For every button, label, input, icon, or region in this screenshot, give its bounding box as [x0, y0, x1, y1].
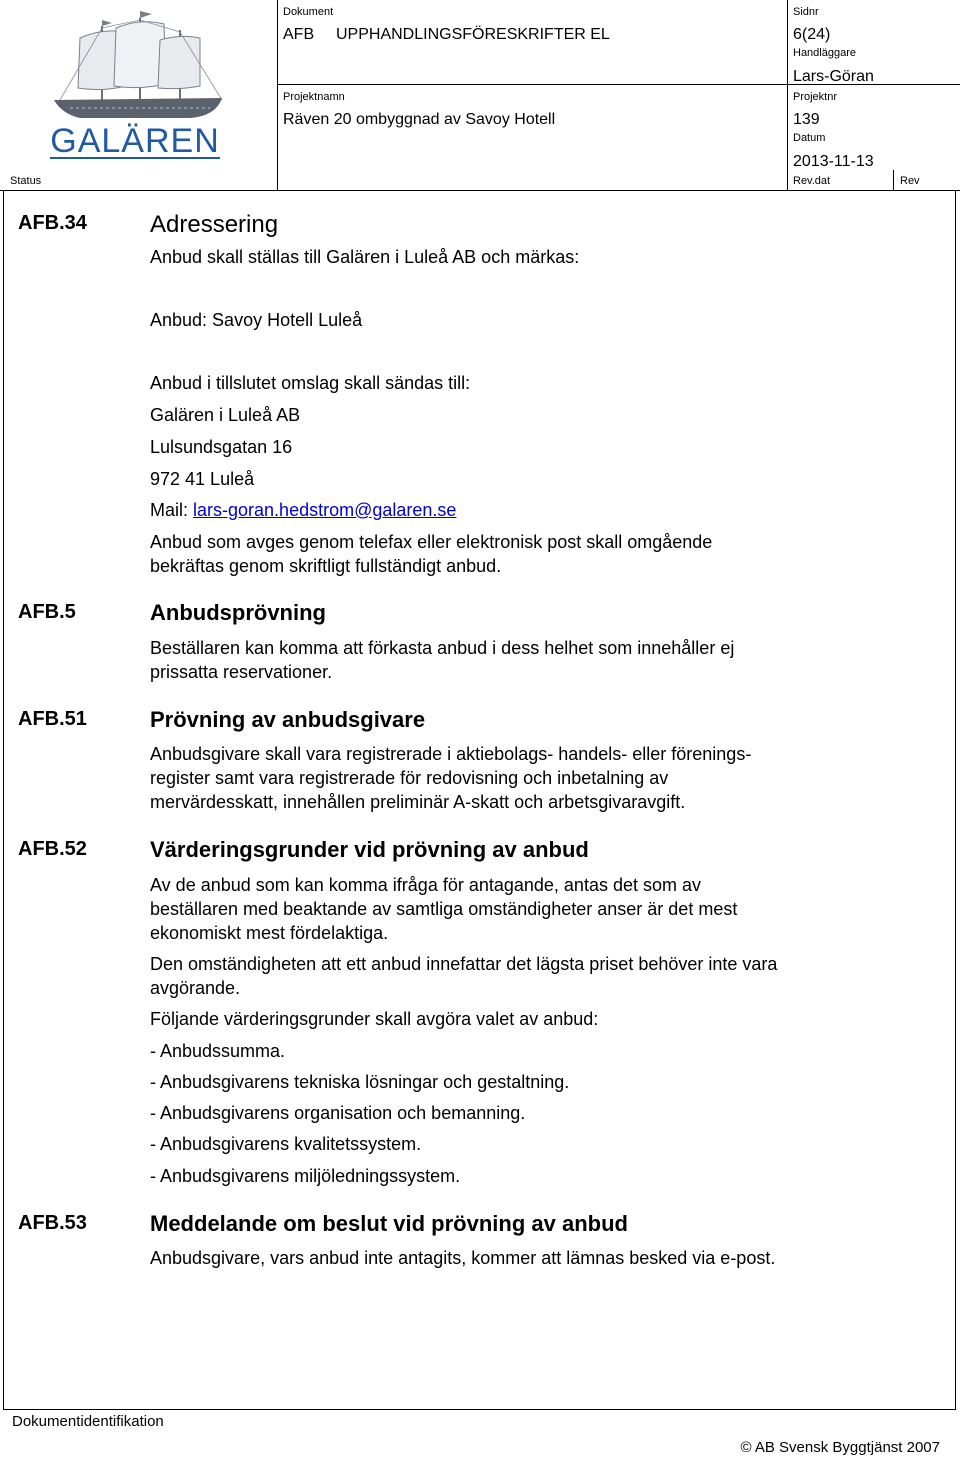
section-title-provning-anbudsgivare: Prövning av anbudsgivare	[150, 707, 426, 732]
varderingsgrunder-line-3: ekonomiskt mest fördelaktiga.	[150, 923, 389, 943]
handlaggare-value: Lars-Göran	[793, 68, 874, 85]
document-header	[0, 0, 960, 190]
dokument-code: AFB	[283, 26, 315, 43]
projektnamn-value: Räven 20 ombyggnad av Savoy Hotell	[283, 111, 556, 128]
section-code-afb34: AFB.34	[18, 212, 87, 234]
mail-label: Mail:	[150, 500, 194, 520]
revdat-label: Rev.dat	[793, 175, 831, 187]
copyright-text: AB Svensk Byggtjänst 2007	[754, 1439, 940, 1456]
handlaggare-label: Handläggare	[793, 47, 856, 59]
varderingsgrunder-line-1: Av de anbud som kan komma ifråga för antagande, antas det som av	[150, 875, 701, 895]
adressering-line-1: Anbud skall ställas till Galären i Luleå AB och märkas:	[150, 247, 580, 267]
provning-line-3: mervärdesskatt, innehållen preliminär A-skatt och arbetsgivaravgift.	[150, 792, 686, 812]
provning-line-2: register samt vara registrerade för redovisning och inbetalning av	[150, 768, 669, 788]
list-item: - Anbudssumma.	[150, 1041, 286, 1061]
section-code-afb53: AFB.53	[18, 1212, 87, 1234]
section-code-afb52: AFB.52	[18, 838, 87, 860]
meddelande-line-1: Anbudsgivare, vars anbud inte antagits, kommer att lämnas besked via e-post.	[150, 1248, 776, 1268]
section-title-varderingsgrunder: Värderingsgrunder vid prövning av anbud	[150, 837, 589, 862]
adressering-line-2: Anbud: Savoy Hotell Luleå	[150, 310, 363, 330]
dokument-title: UPPHANDLINGSFÖRESKRIFTER EL	[336, 26, 610, 43]
datum-label: Datum	[793, 132, 826, 144]
projektnamn-label: Projektnamn	[283, 91, 345, 103]
varderingsgrunder-line-4: Den omständigheten att ett anbud innefattar det lägsta priset behöver inte vara	[150, 954, 778, 974]
list-item: - Anbudsgivarens kvalitetssystem.	[150, 1134, 422, 1154]
mail-line	[150, 500, 456, 521]
adressering-line-6: 972 41 Luleå	[150, 469, 255, 489]
mail-link[interactable]: lars-goran.hedstrom@galaren.se	[193, 500, 457, 520]
section-code-afb51: AFB.51	[18, 708, 87, 730]
adressering-line-8: bekräftas genom skriftligt fullständigt anbud.	[150, 556, 502, 576]
varderingsgrunder-line-5: avgörande.	[150, 978, 241, 998]
list-item: - Anbudsgivarens miljöledningssystem.	[150, 1166, 461, 1186]
section-code-afb5: AFB.5	[18, 601, 76, 623]
document-identification-label: Dokumentidentifikation	[12, 1413, 164, 1430]
varderingsgrunder-line-6: Följande värderingsgrunder skall avgöra valet av anbud:	[150, 1009, 599, 1029]
section-title-adressering: Adressering	[150, 211, 279, 238]
anbudsprovning-line-2: prissatta reservationer.	[150, 662, 333, 682]
anbudsprovning-line-1: Beställaren kan komma att förkasta anbud i dess helhet som innehåller ej	[150, 638, 735, 658]
varderingsgrunder-line-2: beställaren med beaktande av samtliga omständigheter anser är det mest	[150, 899, 738, 919]
projektnr-value: 139	[793, 111, 820, 128]
copyright-notice	[740, 1439, 940, 1456]
dokument-label: Dokument	[283, 6, 334, 18]
status-label: Status	[10, 175, 42, 187]
galaren-ship-logo	[40, 8, 230, 166]
copyright-icon: ©	[740, 1439, 752, 1456]
rev-label: Rev	[900, 175, 920, 187]
section-title-anbudsprovning: Anbudsprövning	[150, 600, 326, 625]
svg-text:GALÄREN: GALÄREN	[50, 122, 220, 160]
adressering-line-5: Lulsundsgatan 16	[150, 437, 293, 457]
sidnr-value: 6(24)	[793, 26, 831, 43]
adressering-line-7: Anbud som avges genom telefax eller elektronisk post skall omgående	[150, 532, 713, 552]
sidnr-label: Sidnr	[793, 6, 819, 18]
datum-value: 2013-11-13	[793, 153, 874, 170]
section-title-meddelande: Meddelande om beslut vid prövning av anbud	[150, 1211, 628, 1236]
adressering-line-4: Galären i Luleå AB	[150, 405, 301, 425]
provning-line-1: Anbudsgivare skall vara registrerade i aktiebolags- handels- eller förenings-	[150, 744, 752, 764]
adressering-line-3: Anbud i tillslutet omslag skall sändas till:	[150, 373, 471, 393]
projektnr-label: Projektnr	[793, 91, 838, 103]
list-item: - Anbudsgivarens organisation och bemanning.	[150, 1103, 526, 1123]
list-item: - Anbudsgivarens tekniska lösningar och gestaltning.	[150, 1072, 570, 1092]
